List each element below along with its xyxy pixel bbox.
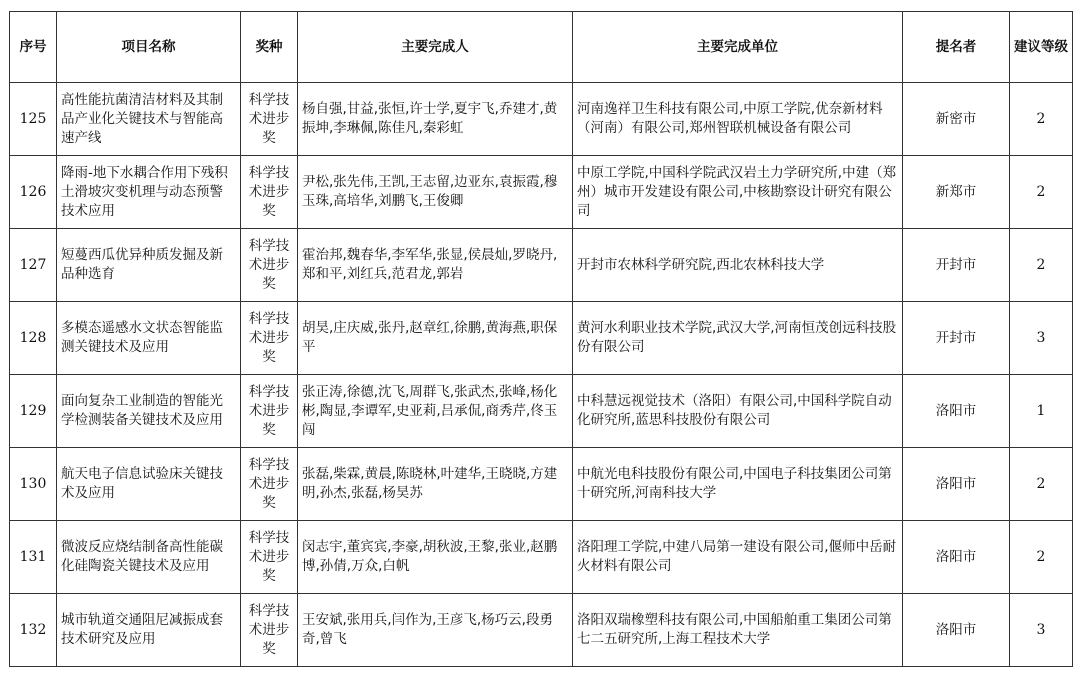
row-level: 2 (1010, 521, 1073, 594)
row-nominator: 新密市 (903, 83, 1010, 156)
row-level: 2 (1010, 229, 1073, 302)
row-level: 3 (1010, 302, 1073, 375)
row-nominator: 洛阳市 (903, 521, 1010, 594)
row-award: 科学技术进步奖 (241, 448, 298, 521)
row-award: 科学技术进步奖 (241, 594, 298, 667)
header-units: 主要完成单位 (573, 12, 903, 83)
table-row (10, 375, 1073, 448)
row-no: 127 (10, 229, 57, 302)
row-level: 2 (1010, 156, 1073, 229)
row-level: 2 (1010, 83, 1073, 156)
table-row (10, 156, 1073, 229)
row-units: 洛阳理工学院,中建八局第一建设有限公司,偃师中岳耐火材料有限公司 (573, 521, 903, 594)
row-project: 高性能抗菌清洁材料及其制品产业化关键技术与智能高速产线 (57, 83, 241, 156)
header-persons: 主要完成人 (298, 12, 573, 83)
header-award: 奖种 (241, 12, 298, 83)
row-no: 128 (10, 302, 57, 375)
row-nominator: 开封市 (903, 302, 1010, 375)
row-no: 126 (10, 156, 57, 229)
row-level: 3 (1010, 594, 1073, 667)
row-level: 2 (1010, 448, 1073, 521)
row-award: 科学技术进步奖 (241, 521, 298, 594)
row-award: 科学技术进步奖 (241, 302, 298, 375)
table-row (10, 83, 1073, 156)
row-persons: 胡昊,庄庆威,张丹,赵章红,徐鹏,黄海燕,职保平 (298, 302, 573, 375)
row-project: 城市轨道交通阻尼减振成套技术研究及应用 (57, 594, 241, 667)
header-level: 建议等级 (1010, 12, 1073, 83)
row-award: 科学技术进步奖 (241, 156, 298, 229)
header-project: 项目名称 (57, 12, 241, 83)
row-no: 131 (10, 521, 57, 594)
row-units: 开封市农林科学研究院,西北农林科技大学 (573, 229, 903, 302)
header-no: 序号 (10, 12, 57, 83)
header-row (10, 12, 1073, 83)
awards-table (9, 11, 1073, 667)
row-project: 面向复杂工业制造的智能光学检测装备关键技术及应用 (57, 375, 241, 448)
row-project: 降雨-地下水耦合作用下残积土滑坡灾变机理与动态预警技术应用 (57, 156, 241, 229)
row-persons: 杨自强,甘益,张恒,许士学,夏宇飞,乔建才,黄振坤,李琳佩,陈佳凡,秦彩虹 (298, 83, 573, 156)
row-no: 125 (10, 83, 57, 156)
row-no: 129 (10, 375, 57, 448)
row-units: 河南逸祥卫生科技有限公司,中原工学院,优奈新材料（河南）有限公司,郑州智联机械设备有限公司 (573, 83, 903, 156)
row-award: 科学技术进步奖 (241, 375, 298, 448)
table-row (10, 594, 1073, 667)
row-level: 1 (1010, 375, 1073, 448)
row-persons: 张正涛,徐德,沈飞,周群飞,张武杰,张峰,杨化彬,陶显,李谭军,史亚莉,吕承侃,商秀芹,佟玉闯 (298, 375, 573, 448)
row-persons: 霍治邦,魏春华,李军华,张显,侯晨灿,罗晓丹,郑和平,刘红兵,范君龙,郭岩 (298, 229, 573, 302)
row-units: 中航光电科技股份有限公司,中国电子科技集团公司第十研究所,河南科技大学 (573, 448, 903, 521)
row-persons: 张磊,柴霖,黄晨,陈晓林,叶建华,王晓晓,方建明,孙杰,张磊,杨昊苏 (298, 448, 573, 521)
row-units: 黄河水利职业技术学院,武汉大学,河南恒茂创远科技股份有限公司 (573, 302, 903, 375)
row-units: 中科慧远视觉技术（洛阳）有限公司,中国科学院自动化研究所,蓝思科技股份有限公司 (573, 375, 903, 448)
row-no: 132 (10, 594, 57, 667)
table-row (10, 302, 1073, 375)
row-persons: 尹松,张先伟,王凯,王志留,边亚东,袁振霞,穆玉珠,高培华,刘鹏飞,王俊卿 (298, 156, 573, 229)
row-persons: 闵志宇,董宾宾,李豪,胡秋波,王黎,张业,赵鹏博,孙倩,万众,白帆 (298, 521, 573, 594)
row-award: 科学技术进步奖 (241, 83, 298, 156)
row-units: 中原工学院,中国科学院武汉岩土力学研究所,中建（郑州）城市开发建设有限公司,中核勘察设计研究有限公司 (573, 156, 903, 229)
row-nominator: 开封市 (903, 229, 1010, 302)
row-nominator: 洛阳市 (903, 375, 1010, 448)
row-persons: 王安斌,张用兵,闫作为,王彦飞,杨巧云,段勇奇,曾飞 (298, 594, 573, 667)
row-award: 科学技术进步奖 (241, 229, 298, 302)
row-nominator: 洛阳市 (903, 594, 1010, 667)
row-units: 洛阳双瑞橡塑科技有限公司,中国船舶重工集团公司第七二五研究所,上海工程技术大学 (573, 594, 903, 667)
header-nominator: 提名者 (903, 12, 1010, 83)
row-project: 短蔓西瓜优异种质发掘及新品种选育 (57, 229, 241, 302)
row-nominator: 洛阳市 (903, 448, 1010, 521)
row-no: 130 (10, 448, 57, 521)
table-row (10, 448, 1073, 521)
row-project: 微波反应烧结制备高性能碳化硅陶瓷关键技术及应用 (57, 521, 241, 594)
row-nominator: 新郑市 (903, 156, 1010, 229)
row-project: 多模态遥感水文状态智能监测关键技术及应用 (57, 302, 241, 375)
row-project: 航天电子信息试验床关键技术及应用 (57, 448, 241, 521)
table-row (10, 521, 1073, 594)
table-row (10, 229, 1073, 302)
